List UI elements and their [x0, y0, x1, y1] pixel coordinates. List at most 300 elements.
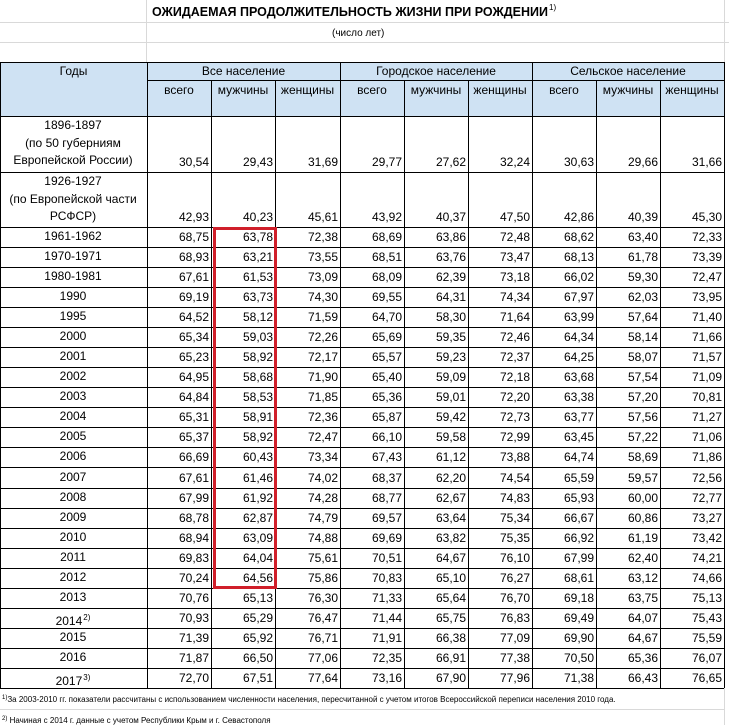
- year-cell: [0, 549, 146, 567]
- value-cell: 71,57: [691, 350, 722, 364]
- row-border: [0, 347, 724, 348]
- value-cell: 62,39: [435, 270, 466, 284]
- value-cell: 69,83: [178, 551, 209, 565]
- value-cell: 72,38: [307, 230, 338, 244]
- value-cell: 70,81: [691, 390, 722, 404]
- row-border: [0, 568, 724, 569]
- value-cell: 68,78: [178, 511, 209, 525]
- column-border: [211, 80, 212, 688]
- value-cell: 58,14: [627, 330, 658, 344]
- value-cell: 59,35: [435, 330, 466, 344]
- value-cell: 70,24: [178, 571, 209, 585]
- value-cell: 65,92: [242, 631, 273, 645]
- row-border: [0, 116, 724, 117]
- value-cell: 69,19: [178, 290, 209, 304]
- value-cell: 62,40: [627, 551, 658, 565]
- year-cell: [0, 629, 146, 647]
- group-header: Все население: [201, 64, 286, 78]
- value-cell: 65,10: [435, 571, 466, 585]
- year-label-line: (по Европейской части: [9, 191, 137, 206]
- row-border: [0, 608, 724, 609]
- year-label-line: 2007: [59, 469, 87, 484]
- value-cell: 63,45: [563, 430, 594, 444]
- value-cell: 65,37: [178, 430, 209, 444]
- value-cell: 32,24: [499, 155, 530, 169]
- year-label-line: 2000: [59, 329, 87, 344]
- value-cell: 58,91: [242, 410, 273, 424]
- value-cell: 76,83: [499, 611, 530, 625]
- column-border: [404, 80, 405, 688]
- value-cell: 76,07: [691, 651, 722, 665]
- value-cell: 71,39: [178, 631, 209, 645]
- value-cell: 72,33: [691, 230, 722, 244]
- value-cell: 27,62: [435, 155, 466, 169]
- value-cell: 65,40: [371, 370, 402, 384]
- spreadsheet-gridline: [146, 0, 147, 62]
- column-border: [660, 80, 661, 688]
- year-footnote-mark: 3): [83, 673, 91, 683]
- value-cell: 63,78: [242, 230, 273, 244]
- value-cell: 68,69: [371, 230, 402, 244]
- row-border: [0, 172, 724, 173]
- value-cell: 65,69: [371, 330, 402, 344]
- value-cell: 65,13: [242, 591, 273, 605]
- value-cell: 58,68: [242, 370, 273, 384]
- spreadsheet-gridline: [0, 22, 729, 23]
- value-cell: 67,90: [435, 671, 466, 685]
- value-cell: 64,04: [242, 551, 273, 565]
- value-cell: 73,18: [499, 270, 530, 284]
- row-border: [0, 648, 724, 649]
- value-cell: 71,91: [371, 631, 402, 645]
- year-label-line: 2013: [59, 590, 87, 605]
- header-group-divider: [147, 80, 724, 81]
- row-border: [0, 447, 724, 448]
- value-cell: 61,53: [242, 270, 273, 284]
- row-border: [0, 668, 724, 669]
- value-cell: 63,75: [627, 591, 658, 605]
- value-cell: 74,79: [307, 511, 338, 525]
- value-cell: 64,56: [242, 571, 273, 585]
- value-cell: 69,55: [371, 290, 402, 304]
- spreadsheet-gridline: [724, 0, 725, 62]
- value-cell: 76,27: [499, 571, 530, 585]
- value-cell: 67,97: [563, 290, 594, 304]
- value-cell: 76,70: [499, 591, 530, 605]
- row-border: [0, 508, 724, 509]
- year-cell: [0, 268, 146, 286]
- value-cell: 58,12: [242, 310, 273, 324]
- value-cell: 73,39: [691, 250, 722, 264]
- value-cell: 59,58: [435, 430, 466, 444]
- value-cell: 30,54: [178, 155, 209, 169]
- value-cell: 66,50: [242, 651, 273, 665]
- value-cell: 61,46: [242, 471, 273, 485]
- value-cell: 66,92: [563, 531, 594, 545]
- value-cell: 68,94: [178, 531, 209, 545]
- value-cell: 77,96: [499, 671, 530, 685]
- row-border: [0, 247, 724, 248]
- value-cell: 58,92: [242, 430, 273, 444]
- value-cell: 75,86: [307, 571, 338, 585]
- value-cell: 60,00: [627, 491, 658, 505]
- row-border: [0, 267, 724, 268]
- column-border: [468, 80, 469, 688]
- row-border: [0, 407, 724, 408]
- footnote-text: Начиная с 2014 г. данные с учетом Республики Крым и г. Севастополя: [7, 716, 271, 725]
- value-cell: 57,54: [627, 370, 658, 384]
- year-label-line: 1995: [59, 309, 87, 324]
- year-cell: [0, 288, 146, 306]
- value-cell: 72,20: [499, 390, 530, 404]
- value-cell: 68,75: [178, 230, 209, 244]
- title-footnote-mark: 1): [549, 3, 557, 12]
- value-cell: 72,35: [371, 651, 402, 665]
- value-cell: 47,50: [499, 210, 530, 224]
- value-cell: 70,51: [371, 551, 402, 565]
- row-border: [0, 307, 724, 308]
- row-border: [0, 548, 724, 549]
- year-cell: [0, 308, 146, 326]
- year-cell: [0, 248, 146, 266]
- year-label-line: 2010: [59, 530, 87, 545]
- value-cell: 73,55: [307, 250, 338, 264]
- value-cell: 72,56: [691, 471, 722, 485]
- value-cell: 64,52: [178, 310, 209, 324]
- year-cell: [0, 173, 146, 226]
- value-cell: 68,62: [563, 230, 594, 244]
- row-border: [0, 688, 724, 689]
- value-cell: 63,68: [563, 370, 594, 384]
- value-cell: 63,73: [242, 290, 273, 304]
- value-cell: 64,70: [371, 310, 402, 324]
- value-cell: 29,43: [242, 155, 273, 169]
- row-border: [0, 588, 724, 589]
- year-label-line: 2011: [60, 550, 86, 565]
- row-border: [0, 227, 724, 228]
- value-cell: 75,61: [307, 551, 338, 565]
- value-cell: 71,85: [307, 390, 338, 404]
- value-cell: 75,34: [499, 511, 530, 525]
- value-cell: 67,99: [563, 551, 594, 565]
- value-cell: 59,30: [627, 270, 658, 284]
- year-label-line: 2003: [59, 389, 87, 404]
- value-cell: 64,95: [178, 370, 209, 384]
- value-cell: 45,30: [691, 210, 722, 224]
- value-cell: 71,33: [371, 591, 402, 605]
- page-title: [152, 3, 556, 19]
- value-cell: 68,77: [371, 491, 402, 505]
- year-label-line: 2005: [59, 429, 87, 444]
- value-cell: 59,23: [435, 350, 466, 364]
- value-cell: 72,47: [307, 430, 338, 444]
- year-label-line: 2002: [59, 369, 87, 384]
- value-cell: 64,74: [563, 450, 594, 464]
- value-cell: 59,57: [627, 471, 658, 485]
- value-cell: 69,90: [563, 631, 594, 645]
- value-cell: 74,21: [691, 551, 722, 565]
- year-cell: [0, 348, 146, 366]
- value-cell: 59,01: [435, 390, 466, 404]
- value-cell: 72,36: [307, 410, 338, 424]
- value-cell: 62,20: [435, 471, 466, 485]
- value-cell: 65,87: [371, 410, 402, 424]
- year-label-line: 1970-1971: [44, 249, 102, 264]
- value-cell: 71,09: [691, 370, 722, 384]
- year-label-line: РСФСР): [49, 209, 97, 223]
- value-cell: 72,48: [499, 230, 530, 244]
- value-cell: 72,17: [307, 350, 338, 364]
- value-cell: 71,90: [307, 370, 338, 384]
- year-cell: [0, 328, 146, 346]
- value-cell: 57,64: [627, 310, 658, 324]
- year-cell: [0, 569, 146, 587]
- column-border: [724, 62, 725, 688]
- value-cell: 40,39: [627, 210, 658, 224]
- value-cell: 72,18: [499, 370, 530, 384]
- value-cell: 75,35: [499, 531, 530, 545]
- value-cell: 63,64: [435, 511, 466, 525]
- value-cell: 70,93: [178, 611, 209, 625]
- value-cell: 74,66: [691, 571, 722, 585]
- value-cell: 76,30: [307, 591, 338, 605]
- value-cell: 63,40: [627, 230, 658, 244]
- page-subtitle: (число лет): [332, 28, 385, 39]
- years-header: Годы: [59, 64, 88, 78]
- year-label-line: 2016: [59, 650, 87, 665]
- value-cell: 64,67: [627, 631, 658, 645]
- column-border: [340, 62, 341, 688]
- value-cell: 77,06: [307, 651, 338, 665]
- value-cell: 42,93: [178, 210, 209, 224]
- value-cell: 57,22: [627, 430, 658, 444]
- value-cell: 65,34: [178, 330, 209, 344]
- value-cell: 73,95: [691, 290, 722, 304]
- row-border: [0, 628, 724, 629]
- footnote: [2, 716, 271, 725]
- value-cell: 29,66: [627, 155, 658, 169]
- year-cell: [0, 428, 146, 446]
- value-cell: 77,64: [307, 671, 338, 685]
- value-cell: 68,51: [371, 250, 402, 264]
- value-cell: 72,46: [499, 330, 530, 344]
- value-cell: 62,03: [627, 290, 658, 304]
- year-cell: [0, 448, 146, 466]
- subcolumn-header: мужчины: [602, 83, 654, 97]
- value-cell: 58,30: [435, 310, 466, 324]
- value-cell: 72,37: [499, 350, 530, 364]
- value-cell: 71,40: [691, 310, 722, 324]
- year-cell: [0, 117, 146, 170]
- year-label-line: (по 50 губерниям: [25, 135, 121, 150]
- value-cell: 72,26: [307, 330, 338, 344]
- year-label-line: 2012: [59, 570, 87, 585]
- footnote-mark: 2): [2, 716, 8, 722]
- year-cell: [0, 388, 146, 406]
- year-footnote-mark: 2): [83, 613, 91, 623]
- value-cell: 76,10: [499, 551, 530, 565]
- value-cell: 66,91: [435, 651, 466, 665]
- year-label-line: 1990: [59, 289, 87, 304]
- row-border: [0, 367, 724, 368]
- value-cell: 63,12: [627, 571, 658, 585]
- group-header: Сельское население: [570, 64, 686, 78]
- value-cell: 66,69: [178, 450, 209, 464]
- value-cell: 74,34: [499, 290, 530, 304]
- year-label-line: 1896-1897: [44, 118, 102, 132]
- value-cell: 31,69: [307, 155, 338, 169]
- value-cell: 73,88: [499, 450, 530, 464]
- value-cell: 65,23: [178, 350, 209, 364]
- value-cell: 58,53: [242, 390, 273, 404]
- value-cell: 61,12: [435, 450, 466, 464]
- spreadsheet-gridline: [724, 688, 725, 725]
- year-label-line: 1926-1927: [44, 174, 102, 188]
- value-cell: 66,10: [371, 430, 402, 444]
- value-cell: 65,93: [563, 491, 594, 505]
- value-cell: 68,61: [563, 571, 594, 585]
- value-cell: 59,42: [435, 410, 466, 424]
- value-cell: 42,86: [563, 210, 594, 224]
- footnote-divider: [0, 709, 724, 710]
- value-cell: 63,99: [563, 310, 594, 324]
- year-cell: [0, 589, 146, 607]
- value-cell: 65,59: [563, 471, 594, 485]
- value-cell: 68,93: [178, 250, 209, 264]
- footnote-text: За 2003-2010 гг. показатели рассчитаны с использованием численности населения, пересчитанной с учетом итогов Всероссийской переписи населения 2010 года.: [7, 695, 616, 704]
- value-cell: 64,25: [563, 350, 594, 364]
- value-cell: 75,13: [691, 591, 722, 605]
- title-text: ОЖИДАЕМАЯ ПРОДОЛЖИТЕЛЬНОСТЬ ЖИЗНИ ПРИ РОЖДЕНИИ: [152, 5, 549, 19]
- value-cell: 74,28: [307, 491, 338, 505]
- value-cell: 64,67: [435, 551, 466, 565]
- header-top-border: [0, 62, 724, 63]
- value-cell: 29,77: [371, 155, 402, 169]
- column-border: [147, 62, 148, 688]
- column-border: [0, 62, 1, 688]
- value-cell: 73,34: [307, 450, 338, 464]
- highlight-frame: [213, 227, 277, 589]
- value-cell: 45,61: [307, 210, 338, 224]
- value-cell: 63,21: [242, 250, 273, 264]
- value-cell: 68,13: [563, 250, 594, 264]
- value-cell: 71,27: [691, 410, 722, 424]
- value-cell: 71,66: [691, 330, 722, 344]
- value-cell: 59,03: [242, 330, 273, 344]
- value-cell: 65,64: [435, 591, 466, 605]
- value-cell: 73,47: [499, 250, 530, 264]
- value-cell: 65,36: [627, 651, 658, 665]
- value-cell: 75,59: [691, 631, 722, 645]
- year-label-line: 2008: [59, 490, 87, 505]
- value-cell: 68,37: [371, 471, 402, 485]
- row-border: [0, 467, 724, 468]
- year-cell: [0, 408, 146, 426]
- spreadsheet-gridline: [0, 42, 729, 43]
- year-label-line: 1980-1981: [44, 269, 102, 284]
- value-cell: 59,09: [435, 370, 466, 384]
- value-cell: 76,65: [691, 671, 722, 685]
- year-cell: [0, 529, 146, 547]
- value-cell: 71,44: [371, 611, 402, 625]
- value-cell: 64,07: [627, 611, 658, 625]
- subcolumn-header: женщины: [665, 83, 719, 97]
- value-cell: 65,75: [435, 611, 466, 625]
- value-cell: 66,02: [563, 270, 594, 284]
- value-cell: 71,86: [691, 450, 722, 464]
- year-label: 2017: [55, 674, 83, 689]
- value-cell: 68,09: [371, 270, 402, 284]
- value-cell: 73,42: [691, 531, 722, 545]
- value-cell: 40,23: [242, 210, 273, 224]
- value-cell: 74,30: [307, 290, 338, 304]
- value-cell: 62,87: [242, 511, 273, 525]
- value-cell: 63,76: [435, 250, 466, 264]
- value-cell: 71,87: [178, 651, 209, 665]
- value-cell: 60,43: [242, 450, 273, 464]
- value-cell: 58,69: [627, 450, 658, 464]
- value-cell: 73,16: [371, 671, 402, 685]
- value-cell: 72,70: [178, 671, 209, 685]
- year-label-line: 2004: [59, 409, 87, 424]
- row-border: [0, 387, 724, 388]
- year-label-line: 2001: [59, 349, 87, 364]
- value-cell: 67,61: [178, 471, 209, 485]
- footnote-mark: 1): [2, 695, 8, 701]
- value-cell: 77,09: [499, 631, 530, 645]
- value-cell: 70,50: [563, 651, 594, 665]
- value-cell: 71,38: [563, 671, 594, 685]
- value-cell: 72,99: [499, 430, 530, 444]
- value-cell: 72,47: [691, 270, 722, 284]
- value-cell: 70,76: [178, 591, 209, 605]
- subcolumn-header: всего: [164, 83, 194, 97]
- value-cell: 70,83: [371, 571, 402, 585]
- year-cell: [0, 509, 146, 527]
- value-cell: 71,06: [691, 430, 722, 444]
- value-cell: 64,84: [178, 390, 209, 404]
- row-border: [0, 528, 724, 529]
- value-cell: 76,71: [307, 631, 338, 645]
- value-cell: 74,54: [499, 471, 530, 485]
- value-cell: 67,43: [371, 450, 402, 464]
- value-cell: 63,86: [435, 230, 466, 244]
- value-cell: 66,67: [563, 511, 594, 525]
- subcolumn-header: мужчины: [410, 83, 462, 97]
- subcolumn-header: всего: [549, 83, 579, 97]
- value-cell: 65,36: [371, 390, 402, 404]
- year-cell: [0, 368, 146, 386]
- year-cell: [0, 489, 146, 507]
- year-label-line: 2015: [59, 630, 87, 645]
- value-cell: 69,49: [563, 611, 594, 625]
- subcolumn-header: женщины: [473, 83, 527, 97]
- subcolumn-header: женщины: [280, 83, 335, 97]
- value-cell: 71,64: [499, 310, 530, 324]
- year-label-line: Европейской России): [13, 153, 133, 167]
- value-cell: 67,61: [178, 270, 209, 284]
- value-cell: 77,38: [499, 651, 530, 665]
- year-cell: [0, 228, 146, 246]
- value-cell: 74,83: [499, 491, 530, 505]
- value-cell: 58,92: [242, 350, 273, 364]
- value-cell: 43,92: [371, 210, 402, 224]
- value-cell: 63,77: [563, 410, 594, 424]
- column-border: [532, 62, 533, 688]
- value-cell: 74,02: [307, 471, 338, 485]
- value-cell: 40,37: [435, 210, 466, 224]
- value-cell: 65,31: [178, 410, 209, 424]
